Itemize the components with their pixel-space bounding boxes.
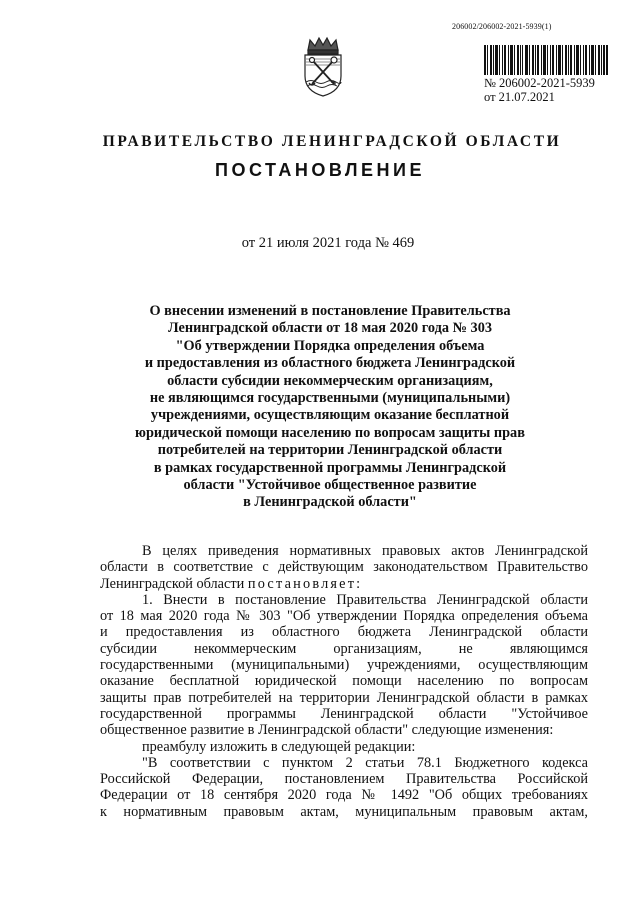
document-type: ПОСТАНОВЛЕНИЕ — [215, 160, 425, 180]
title-line: в Ленинградской области" — [243, 494, 417, 511]
body-line: Федерации от 18 сентября 2020 года № 1492 "Об общих требованиях — [100, 787, 588, 804]
body-line: "В соответствии с пунктом 2 статьи 78.1 Бюджетного кодекса — [142, 754, 588, 771]
decree-body — [100, 543, 588, 820]
decree-title — [100, 303, 560, 512]
title-line: в рамках государственной программы Ленинградской — [153, 459, 507, 476]
registration-number: № 206002-2021-5939 — [484, 76, 595, 90]
body-text: Ленинградской области — [100, 575, 248, 592]
body-line: и предоставления из областного бюджета Ленинградской области — [100, 624, 588, 641]
registry-code: 206002/206002-2021-5939(1) — [452, 22, 552, 31]
decree-date-number: от 21 июля 2021 года № 469 — [241, 235, 415, 251]
title-line: О внесении изменений в постановление Правительства — [149, 303, 511, 319]
title-line: Ленинградской области от 18 мая 2020 года № 303 — [168, 320, 492, 337]
title-line: не являющимся государственными (муниципальными) — [149, 390, 511, 407]
body-line: преамбулу изложить в следующей редакции: — [142, 738, 416, 755]
resolution-word: постановляет: — [247, 575, 363, 592]
registration-date: от 21.07.2021 — [484, 90, 555, 104]
title-line: области "Устойчивое общественное развитие — [183, 477, 477, 494]
body-line: защиты прав потребителей на территории Ленинградской области в рамках — [100, 689, 588, 706]
body-line: общественное развитие в Ленинградской области" следующие изменения: — [100, 722, 554, 739]
barcode-icon — [484, 45, 608, 75]
body-line — [100, 576, 588, 592]
title-line: и предоставления из областного бюджета Ленинградской — [144, 355, 516, 372]
coat-of-arms-icon — [300, 36, 346, 98]
title-line: области субсидии некоммерческим организациям, — [167, 372, 493, 389]
body-line: В целях приведения нормативных правовых актов Ленинградской — [142, 543, 588, 559]
government-name: ПРАВИТЕЛЬСТВО ЛЕНИНГРАДСКОЙ ОБЛАСТИ — [102, 133, 562, 150]
body-line: государственной программы Ленинградской области "Устойчивое — [100, 705, 588, 722]
body-line: Российской Федерации, постановлением Правительства Российской — [100, 771, 588, 788]
body-line: государственными (муниципальными) учреждениями, осуществляющим — [100, 657, 588, 674]
body-line: к нормативным правовым актам, муниципальным правовым актам, — [100, 803, 588, 820]
body-line: 1. Внести в постановление Правительства Ленинградской области — [142, 591, 588, 608]
title-line: учреждениями, осуществляющим оказание бесплатной — [150, 407, 510, 424]
body-line: субсидии некоммерческим организациям, не являющимся — [100, 640, 588, 657]
body-line: области в соответствие с действующим законодательством Правительство — [100, 559, 588, 576]
title-line: "Об утверждении Порядка определения объема — [175, 337, 485, 354]
title-line: потребителей на территории Ленинградской области — [157, 442, 503, 459]
body-line: оказание бесплатной юридической помощи населению по вопросам — [100, 673, 588, 690]
body-line: от 18 мая 2020 года № 303 "Об утверждении Порядка определения объема — [100, 608, 588, 625]
title-line: юридической помощи населению по вопросам защиты прав — [135, 424, 525, 441]
